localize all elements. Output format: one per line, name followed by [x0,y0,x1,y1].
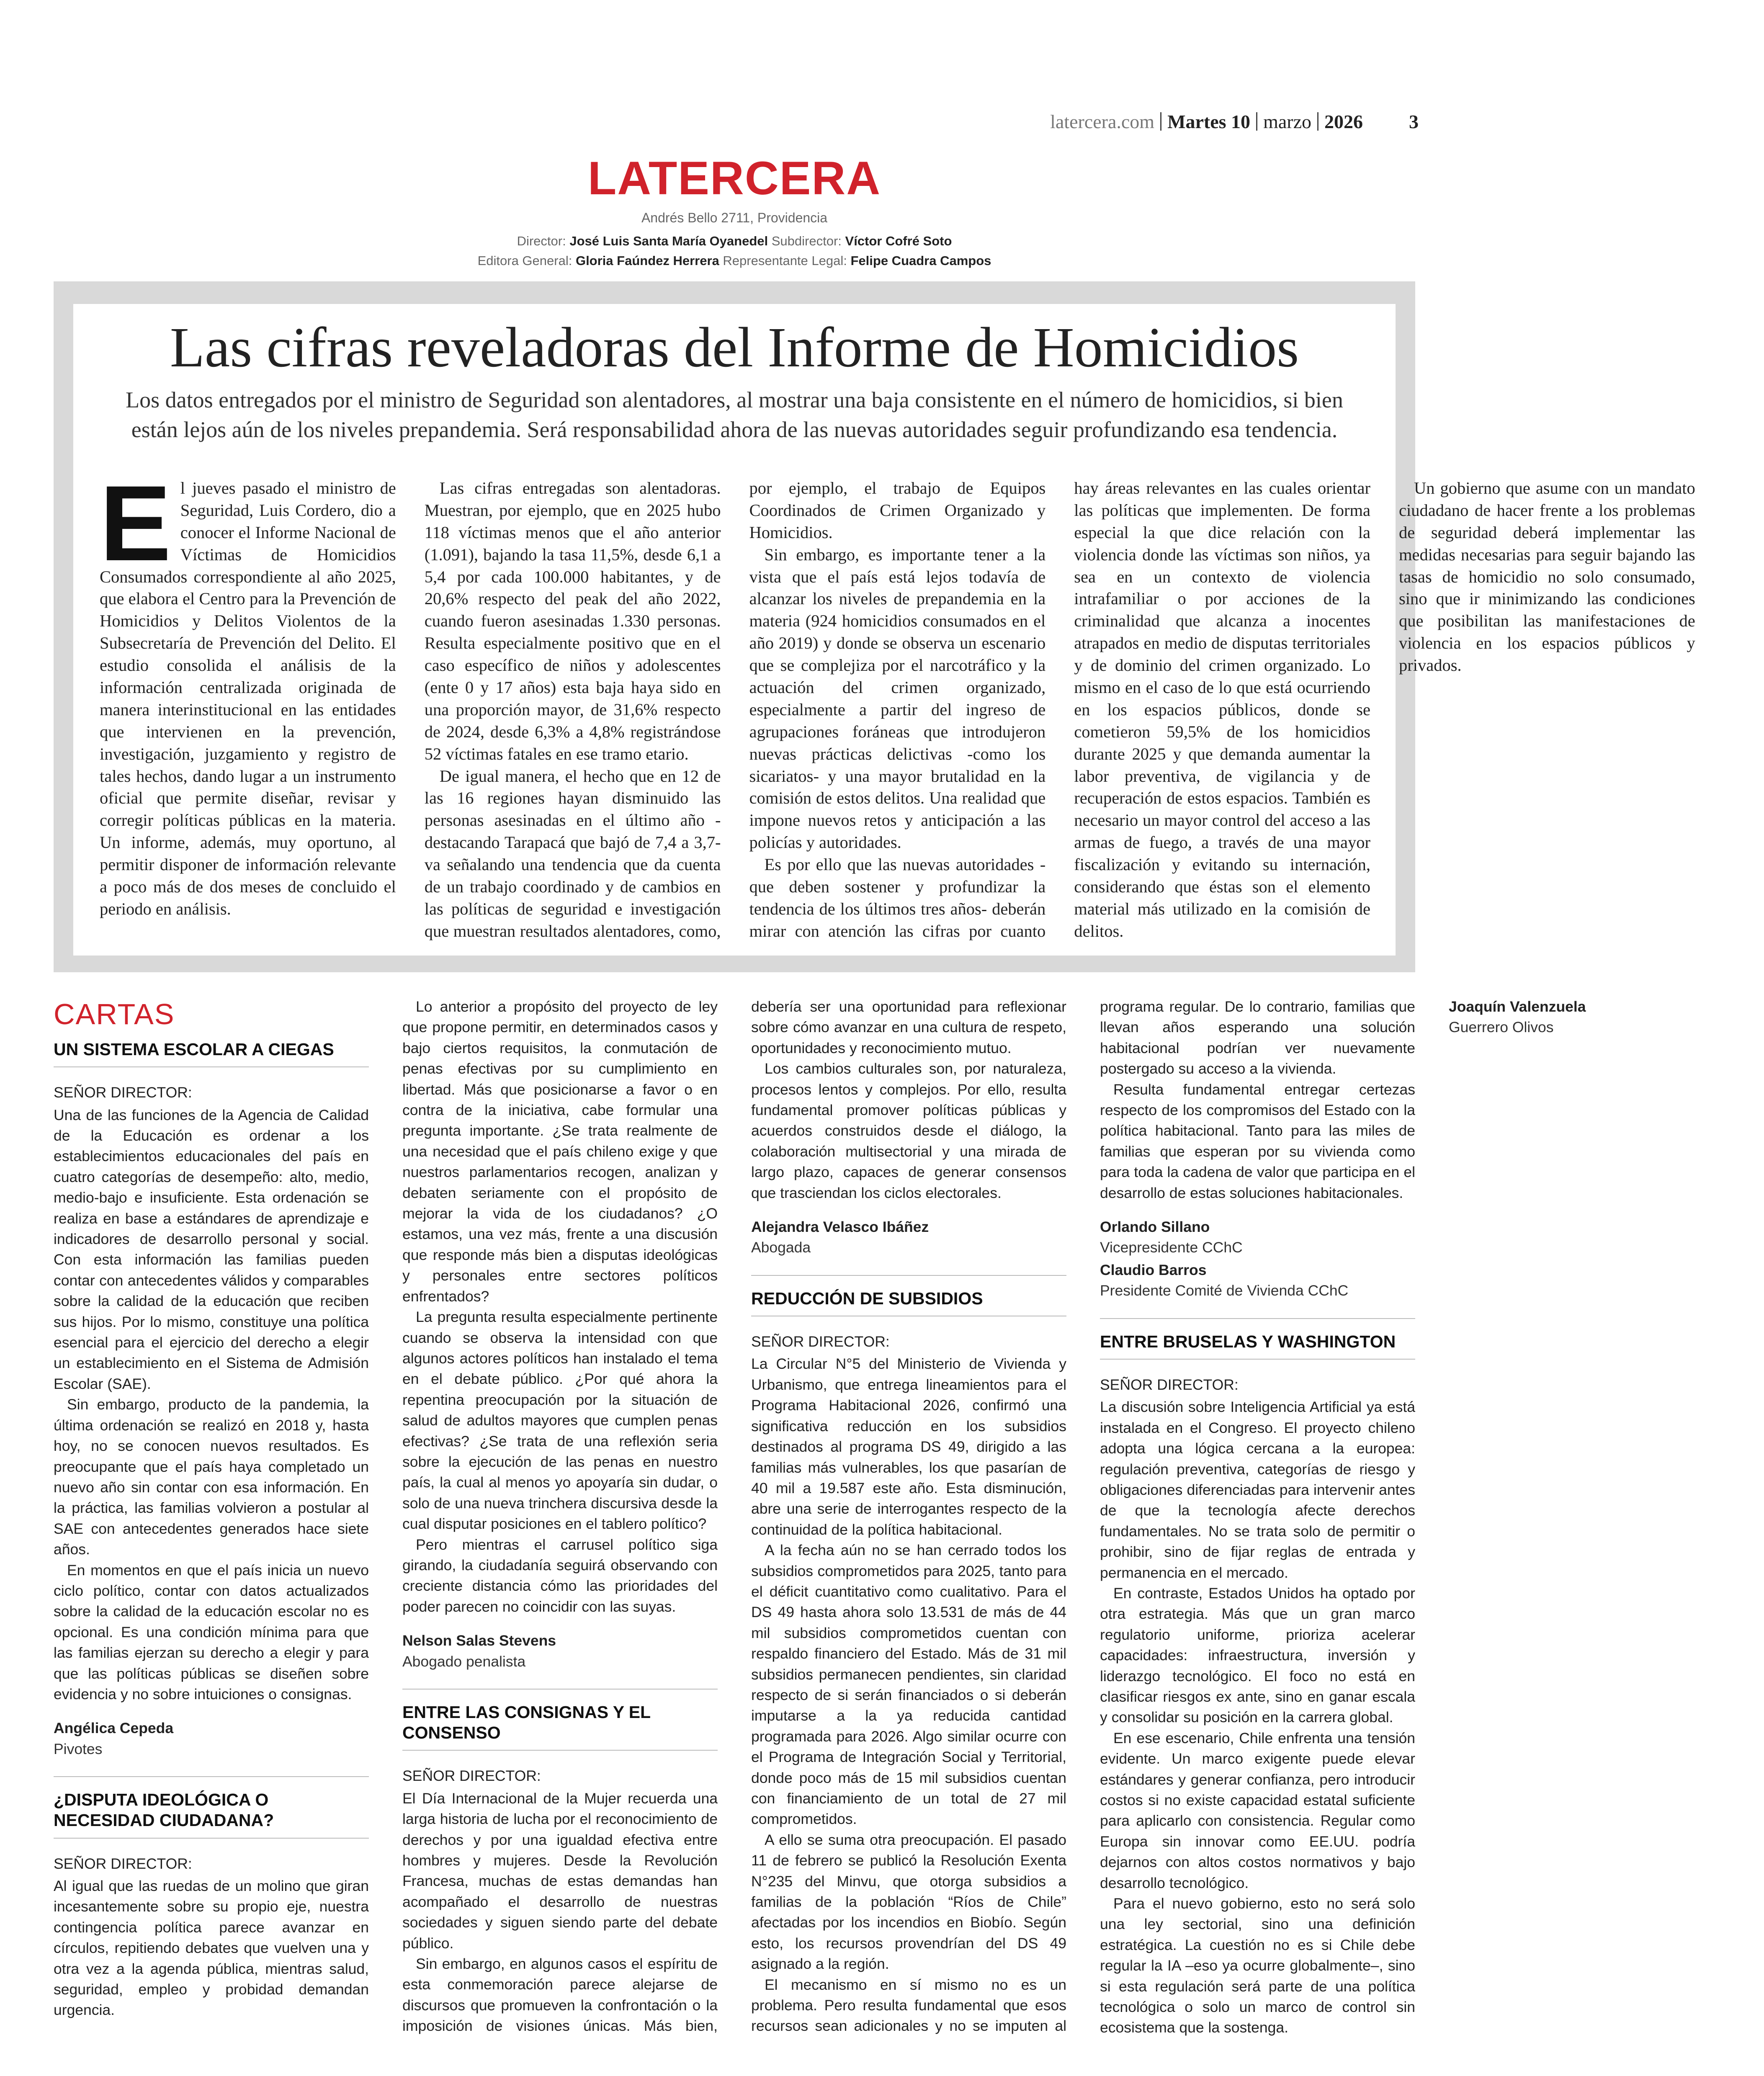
letter-divider [1100,1318,1415,1319]
site-url[interactable]: latercera.com [1050,111,1155,132]
letter-paragraph: En contraste, Estados Unidos ha optado por otra estrategia. Más que un gran marco regulatorio uniforme, prioriza acelerar capacidades: infraestructura, inversión y liderazgo tecnológico. El foco no está en clasificar riesgos ex ante, sino en ganar escala y consolidar su posición en la carrera global. [1100,1584,1415,1726]
staff-line-1: Director: José Luis Santa María Oyanedel Subdirector: Víctor Cofré Soto [517,234,952,248]
signer-name: Angélica Cepeda [54,1720,174,1737]
newspaper-logo: LATERCERA [587,152,881,204]
letter-paragraph: Resulta fundamental entregar certezas respecto de los compromisos del Estado con la política habitacional. Tanto para las miles de familias que esperan por su vivienda como para toda la cadena de valor que participa en el desarrollo de estas soluciones habitacionales. [1100,1081,1415,1201]
header-divider [1256,112,1257,131]
rep-name: Felipe Cuadra Campos [850,253,991,268]
staff-credits [0,232,1469,270]
letter-signature [54,1718,369,1759]
letter-paragraph: Los cambios culturales son, por naturaleza, procesos lentos y complejos. Por ello, resulta fundamental promover políticas públicas y acuerdos construidos desde el diálogo, la colaboración multisectorial y una mirada de largo plazo, capaces de generar consensos que trasciendan los ciclos electorales. [751,1060,1066,1201]
editora-name: Gloria Faúndez Herrera [575,253,719,268]
letter-salutation: SEÑOR DIRECTOR: [402,1767,541,1785]
editorial-paragraph: De igual manera, el hecho que en 12 de las 16 regiones hayan disminuido las personas asesinadas en el último año -destacando Tarapacá que bajó de 7,4 a 3,7- va señalando una tendencia que da cuenta de un trabajo coordinado y de cambios en las políticas de seguridad e investigación que muestran resultados alentadores, como, por ejemplo, el trabajo de Equipos Coordinados de Crimen Organizado y Homicidios. [424,479,1046,940]
signer-role: Vicepresidente CChC [1100,1239,1243,1256]
letters-section [54,997,1586,2052]
letter-title: ENTRE LAS CONSIGNAS Y EL CONSENSO [402,1702,718,1751]
letters-section-title: CARTAS [54,998,175,1030]
letter-salutation: SEÑOR DIRECTOR: [751,1333,890,1350]
letter-divider [751,1275,1066,1276]
signer-name: Nelson Salas Stevens [402,1632,556,1649]
letter-paragraph: En ese escenario, Chile enfrenta una tensión evidente. Un marco exigente puede elevar estándares y generar confianza, pero introducir costos si no existe capacidad estatal suficiente para aplicarlo con consistencia. Regular como Europa sin innovar como EE.UU. podría dejarnos con altos costos normativos y bajo desarrollo tecnológico. [1100,1729,1415,1891]
editorial-paragraph: Las cifras entregadas son alentadoras. Muestran, por ejemplo, que en 2025 hubo 118 víctimas menos que el año anterior (1.091), bajando la tasa 11,5%, desde 6,1 a 5,4 por cada 100.000 habitantes, y de 20,6% respecto del peak del año 2022, cuando fueron asesinadas 1.330 personas. Resulta especialmente positivo que en el caso específico de niños y adolescentes (ente 0 y 17 años) esta baja haya sido en una proporción mayor, de 31,6% respecto de 2024, desde 6,3% a 4,8% registrándose 52 víctimas fatales en ese tramo etario. [424,479,721,763]
subdirector-name: Víctor Cofré Soto [845,234,952,248]
letter-signature [402,1630,718,1672]
signer-role: Abogado penalista [402,1653,526,1670]
letter-paragraph: A ello se suma otra preocupación. El pasado 11 de febrero se publicó la Resolución Exenta N°235 del Minvu, que otorga subsidios a familias de la población “Ríos de Chile” afectadas por los incendios en Biobío. Según esto, los recursos provendrían del DS 49 asignado a la región. [751,1831,1066,1973]
letter-paragraph: Lo anterior a propósito del proyecto de ley que propone permitir, en determinados casos y bajo ciertos requisitos, la conmutación de penas efectivas por su cumplimiento en libertad. Más que posicionarse a favor o en contra de la iniciativa, cabe formular una pregunta importante. ¿Se trata realmente de una necesidad que el país chileno exige y que nuestros parlamentarios recogen, analizan y debaten seriamente con el propósito de mejorar la vida de los ciudadanos? ¿O estamos, una vez más, frente a una discusión que responde más bien a disputas ideológicas y personales entre sectores políticos enfrentados? [402,998,718,1305]
director-name: José Luis Santa María Oyanedel [569,234,768,248]
letter-paragraph: Una de las funciones de la Agencia de Calidad de la Educación es ordenar a los establecimientos educacionales del país en cuatro categorías de desempeño: alto, medio, medio-bajo e insuficiente. Esta ordenación se realiza en base a estándares de aprendizaje e indicadores de desarrollo personal y social. Con esta información las familias pueden contar con antecedentes válidos y comparables sobre la calidad de la educación que reciben sus hijos. Por lo mismo, constituye una política esencial para el ejercicio del derecho a elegir un establecimiento en el Sistema de Admisión Escolar (SAE). [54,1106,369,1392]
letter-salutation: SEÑOR DIRECTOR: [54,1855,192,1872]
staff-line-2: Editora General: Gloria Faúndez Herrera Representante Legal: Felipe Cuadra Campos [477,253,991,268]
address: Andrés Bello 2711, Providencia [641,210,828,225]
editorial-title: Las cifras reveladoras del Informe de Homicidios [170,316,1299,379]
editorial-dek: Los datos entregados por el ministro de Seguridad son alentadores, al mostrar una baja consistente en el número de homicidios, si bien están lejos aún de los niveles prepandemia. Será responsabilidad ahora de las nuevas autoridades seguir profundizando esa tendencia. [126,387,1343,443]
signer-name: Orlando Sillano [1100,1218,1210,1236]
page-header-bar [1050,110,1419,133]
editorial-paragraph: Un gobierno que asume con un mandato ciudadano de hacer frente a los problemas de seguridad deberá implementar las medidas necesarias para seguir bajando las tasas de homicidio no solo consumado, sino que ir minimizando las condiciones que posibilitan las manifestaciones de violencia en los espacios públicos y privados. [1399,479,1695,675]
letter-paragraph: Sin embargo, en algunos casos el espíritu de esta conmemoración parece alejarse de discursos que promueven la confrontación o la imposición de visiones únicas. Más bien, debería ser una oportunidad para reflexionar sobre cómo avanzar en una cultura de respeto, oportunidades y reconocimiento mutuo. [402,998,1066,2035]
signer-role: Abogada [751,1239,811,1256]
signer-role: Guerrero Olivos [1449,1019,1554,1036]
editorial-paragraph: Es por ello que las nuevas autoridades -que deben sostener y profundizar la tendencia de los últimos tres años- deberán mirar con atención las cifras por cuanto hay áreas relevantes en las cuales orientar las políticas que implementen. De forma especial la que dice relación con la violencia donde las víctimas son niños, ya sea en un contexto de violencia intrafamiliar o por acciones de la criminalidad que alcanza a inocentes atrapados en medio de disputas territoriales y de dominio del crimen organizado. Lo mismo en el caso de lo que está ocurriendo en los espacios públicos, donde se cometieron 59,5% de los homicidios durante 2025 y que demanda aumentar la labor preventiva, de vigilancia y de recuperación de estos espacios. También es necesario un mayor control del acceso a las armas de fuego, a través de una mayor fiscalización y evitando su internación, considerando que éstas son el elemento material más utilizado en la comisión de delitos. [749,479,1370,940]
header-divider [1317,112,1318,131]
letter-divider [54,1776,369,1777]
signer-name: Claudio Barros [1100,1261,1207,1278]
letter-paragraph: Para el nuevo gobierno, esto no será solo una ley sectorial, sino una definición estratégica. La cuestión no es si Chile debe regular la IA –eso ya ocurre globalmente–, sino si esta regulación será parte de una política tecnológica o solo un marco de control sin ecosistema que la sostenga. [1100,1895,1415,2036]
letter-paragraph: Sin embargo, producto de la pandemia, la última ordenación se realizó en 2018 y, hasta hoy, no se conocen nuevos resultados. Es preocupante que el país haya completado un nuevo año sin contar con esa información. En la práctica, las familias volvieron a postular al SAE con antecedentes generados hace siete años. [54,1396,369,1558]
letter-title: REDUCCIÓN DE SUBSIDIOS [751,1288,1066,1316]
signer-name: Alejandra Velasco Ibáñez [751,1218,929,1236]
letter-paragraph: Pero mientras el carrusel político siga girando, la ciudadanía seguirá observando con creciente distancia cómo las prioridades del poder parecen no coincidir con las suyas. [402,1536,718,1615]
date-year: 2026 [1324,111,1363,132]
letter-paragraph: El Día Internacional de la Mujer recuerda una larga historia de lucha por el reconocimiento de derechos y por una igualdad efectiva entre hombres y mujeres. Desde la Revolución Francesa, muchas de estas demandas han acompañado el desarrollo de nuestras sociedades y siguen siendo parte del debate público. [402,1790,718,1952]
letter-title: ¿DISPUTA IDEOLÓGICA O NECESIDAD CIUDADANA? [54,1790,369,1838]
letter-signature [1449,997,1764,1038]
editorial-paragraph: Sin embargo, es importante tener a la vista que el país está lejos todavía de alcanzar los niveles de prepandemia en la materia (924 homicidios consumados en el año 2019) y donde se observa un escenario que se complejiza por el narcotráfico y la actuación del crimen organizado, especialmente a partir del ingreso de agrupaciones foráneas que introdujeron nuevas prácticas delictivas -como los sicariatos- y una mayor brutalidad en la comisión de estos delitos. Una realidad que impone nuevos retos y anticipación a las policías y autoridades. [749,545,1046,852]
letter-paragraph: La discusión sobre Inteligencia Artificial ya está instalada en el Congreso. El proyecto chileno adopta una lógica cercana a la europea: regulación preventiva, categorías de riesgo y obligaciones diferenciadas para intervenir antes de que la tecnología afecte derechos fundamentales. No se trata solo de permitir o prohibir, sino de fijar reglas de entrada y permanencia en el mercado. [1100,1399,1415,1581]
letter-paragraph: El mecanismo en sí mismo no es un problema. Pero resulta fundamental que esos recursos sean adicionales y no se imputen al programa regular. De lo contrario, familias que llevan años esperando una solución habitacional podrían ver nuevamente postergado su acceso a la vivienda. [751,998,1415,2035]
editorial-paragraph: El jueves pasado el ministro de Seguridad, Luis Cordero, dio a conocer el Informe Nacional de Víctimas de Homicidios Consumados correspondiente al año 2025, que elabora el Centro para la Prevención de Homicidios y Delitos Violentos de la Subsecretaría de Prevención del Delito. El estudio consolida el análisis de la información centralizada originada de manera interinstitucional en las entidades que intervienen en la prevención, investigación, juzgamiento y registro de tales hechos, dando lugar a un instrumento oficial que permite diseñar, revisar y corregir políticas públicas en la materia. Un informe, además, muy oportuno, al permitir disponer de información relevante a poco más de dos meses de concluido el periodo en análisis. [100,464,396,918]
letter [54,1039,369,1759]
masthead [0,152,1469,270]
letter-paragraph: Al igual que las ruedas de un molino que giran incesantemente sobre su propio eje, nuestra contingencia política parece avanzar en círculos, repitiendo debates que vuelven una y otra vez a la agenda pública, mientras salud, seguridad, empleo y probidad demandan urgencia. [54,1877,369,2019]
letter-paragraph: La Circular N°5 del Ministerio de Vivienda y Urbanismo, que entrega lineamientos para el Programa Habitacional 2026, confirmó una significativa reducción en los subsidios destinados al programa DS 49, dirigido a las familias más vulnerables, los que pasarían de 40 mil a 19.587 este año. Esta disminución, abre una serie de interrogantes respecto de la continuidad de la política habitacional. [751,1355,1066,1538]
letter-salutation: SEÑOR DIRECTOR: [54,1084,192,1101]
header-divider [1160,112,1161,131]
date-month: marzo [1263,111,1311,132]
letter-paragraph: En momentos en que el país inicia un nuevo ciclo político, contar con datos actualizados sobre la calidad de la educación escolar no es opcional. Es una condición mínima para que las familias ejerzan su derecho a elegir y para que las políticas públicas se diseñen sobre evidencia y no sobre intuiciones o consignas. [54,1561,369,1703]
signer-role: Presidente Comité de Vivienda CChC [1100,1282,1349,1299]
letter-paragraph: A la fecha aún no se han cerrado todos los subsidios comprometidos para 2025, tanto para el déficit cuantitativo como cualitativo. Para el DS 49 hasta ahora solo 13.531 de más de 44 mil subsidios comprometidos cuentan con respaldo financiero del Estado. Más de 31 mil subsidios permanecen pendientes, sin claridad respecto de si serán financiados o si deberán imputarse a la ya reducida cantidad programada para 2026. Algo similar ocurre con el Programa de Integración Social y Territorial, donde poco más de 15 mil subsidios cuentan con financiamiento de un total de 27 mil comprometidos. [751,1542,1066,1828]
letter-salutation: SEÑOR DIRECTOR: [1100,1376,1239,1393]
date-day: Martes 10 [1167,111,1251,132]
drop-cap: E [100,464,171,583]
letter-signature [751,1217,1066,1258]
signer-name: Joaquín Valenzuela [1449,998,1586,1015]
signer-role: Pivotes [54,1740,103,1757]
letter-signature [1100,1217,1415,1301]
editorial-body [100,464,1695,946]
letter-title: ENTRE BRUSELAS Y WASHINGTON [1100,1332,1415,1360]
letter-title: UN SISTEMA ESCOLAR A CIEGAS [54,1039,369,1067]
letter-divider [402,1689,718,1690]
page-number: 3 [1409,111,1419,132]
letter-paragraph: La pregunta resulta especialmente pertinente cuando se observa la intensidad con que algunos actores políticos han instalado el tema en el debate público. ¿Por qué ahora la repentina preocupación por la situación de salud de adultos mayores que cumplen penas efectivas? ¿Se trata de una reflexión seria sobre la ejecución de las penas en nuestro país, la cual al menos yo apoyaría sin dudar, o solo de una nueva trinchera discursiva desde la cual disputar posiciones en el tablero político? [402,1308,718,1533]
